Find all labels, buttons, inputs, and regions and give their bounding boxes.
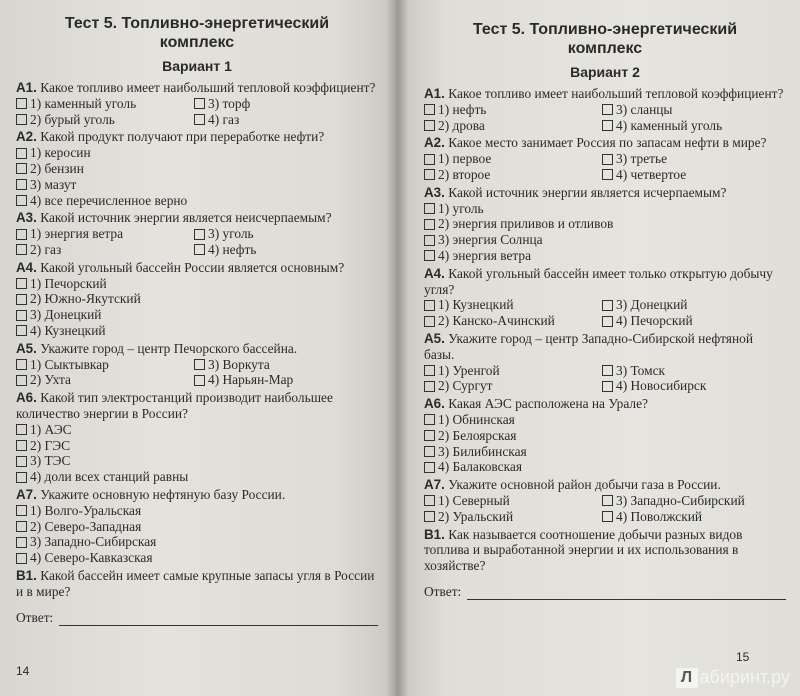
- question-number: А4.: [16, 259, 37, 275]
- question-number: А6.: [424, 396, 445, 412]
- option-label: 2) бензин: [30, 160, 84, 176]
- question: [16, 80, 378, 96]
- checkbox[interactable]: [602, 495, 613, 506]
- answer-option[interactable]: [16, 145, 378, 161]
- answer-option[interactable]: [16, 534, 378, 550]
- checkbox[interactable]: [16, 98, 27, 109]
- checkbox[interactable]: [194, 244, 205, 255]
- question-text: Укажите город – центр Печорского бассейна.: [40, 340, 298, 356]
- answer-option[interactable]: [16, 519, 378, 535]
- answer-option[interactable]: [16, 503, 378, 519]
- checkbox[interactable]: [424, 316, 435, 327]
- answer-option[interactable]: [16, 357, 194, 373]
- option-label: 4) Северо-Кавказская: [30, 550, 153, 566]
- answer-option[interactable]: [424, 167, 602, 183]
- checkbox[interactable]: [424, 511, 435, 522]
- option-label: 4) Кузнецкий: [30, 322, 106, 338]
- checkbox[interactable]: [16, 472, 27, 483]
- question-text: Какое место занимает Россия по запасам нефти в мире?: [448, 135, 767, 151]
- question-number: В1.: [16, 567, 37, 583]
- checkbox[interactable]: [16, 521, 27, 532]
- answer-option[interactable]: [602, 118, 786, 134]
- answer-option[interactable]: [424, 151, 602, 167]
- question-text: Какой тип электростанций производит наибольшее количество энергии в России?: [16, 390, 333, 421]
- answer-option[interactable]: [602, 363, 786, 379]
- question: [424, 135, 786, 151]
- answer-option[interactable]: [16, 372, 194, 388]
- checkbox[interactable]: [16, 179, 27, 190]
- option-label: 2) Уральский: [438, 508, 514, 524]
- right-page: [396, 0, 800, 696]
- answer-option[interactable]: [424, 248, 786, 264]
- question-text: Какой источник энергии является исчерпаемым?: [448, 184, 727, 200]
- options-list: [16, 145, 378, 208]
- answer-option[interactable]: [16, 161, 378, 177]
- checkbox[interactable]: [424, 495, 435, 506]
- checkbox[interactable]: [424, 203, 435, 214]
- question-text: Какой угольный бассейн имеет только открытую добычу угля?: [424, 265, 773, 297]
- checkbox[interactable]: [16, 375, 27, 386]
- options-list: [424, 201, 786, 264]
- answer-option[interactable]: [424, 444, 786, 460]
- question-number: А4.: [424, 265, 445, 281]
- option-label: 2) Канско-Ачинский: [438, 313, 555, 329]
- question-number: А5.: [424, 330, 445, 346]
- checkbox[interactable]: [16, 229, 27, 240]
- options-list: [16, 357, 378, 389]
- option-label: 3) Билибинская: [438, 443, 527, 459]
- option-label: 4) каменный уголь: [616, 117, 723, 133]
- question: [424, 86, 786, 102]
- answer-label: Ответ:: [424, 583, 462, 599]
- checkbox[interactable]: [424, 235, 435, 246]
- answer-option[interactable]: [194, 112, 378, 128]
- option-label: 3) торф: [208, 95, 251, 111]
- variant-heading: Вариант 2: [570, 64, 640, 80]
- checkbox[interactable]: [424, 169, 435, 180]
- answer-option[interactable]: [602, 167, 786, 183]
- option-label: 4) газ: [208, 111, 240, 127]
- option-label: 3) мазут: [30, 176, 77, 192]
- option-label: 4) нефть: [208, 241, 257, 257]
- option-label: 3) Донецкий: [30, 307, 102, 323]
- options-list: [424, 102, 786, 134]
- answer-option[interactable]: [16, 226, 194, 242]
- answer-option[interactable]: [424, 378, 602, 394]
- answer-option[interactable]: [602, 313, 786, 329]
- answer-option[interactable]: [424, 201, 786, 217]
- options-list: [16, 422, 378, 485]
- checkbox[interactable]: [16, 114, 27, 125]
- answer-option[interactable]: [602, 297, 786, 313]
- answer-option[interactable]: [602, 102, 786, 118]
- option-label: 4) четвертое: [616, 166, 687, 182]
- option-label: 1) Обнинская: [438, 411, 515, 427]
- checkbox[interactable]: [16, 148, 27, 159]
- option-label: 1) первое: [438, 151, 492, 167]
- book-gutter: [386, 0, 408, 696]
- answer-line[interactable]: [467, 588, 786, 600]
- variant-heading: Вариант 1: [162, 58, 232, 74]
- page-title: Тест 5. Топливно-энергетический комплекс: [64, 15, 330, 51]
- answer-option[interactable]: [16, 323, 378, 339]
- checkbox[interactable]: [16, 424, 27, 435]
- answer-option[interactable]: [16, 242, 194, 258]
- option-label: 4) энергия ветра: [438, 247, 532, 263]
- option-label: 3) энергия Солнца: [438, 232, 543, 248]
- question-text: Укажите основной район добычи газа в России.: [448, 477, 721, 493]
- answer-option[interactable]: [424, 509, 602, 525]
- option-label: 3) Донецкий: [616, 297, 688, 313]
- checkbox[interactable]: [16, 553, 27, 564]
- question: [424, 527, 786, 574]
- question-number: А7.: [424, 477, 445, 493]
- question-text: Какой угольный бассейн России является основным?: [40, 259, 345, 275]
- answer-option[interactable]: [424, 493, 602, 509]
- option-label: 4) Поволжский: [616, 508, 703, 524]
- option-label: 1) энергия ветра: [30, 226, 124, 242]
- option-label: 1) Сыктывкар: [30, 356, 109, 372]
- answer-row: [424, 584, 786, 600]
- checkbox[interactable]: [424, 154, 435, 165]
- option-label: 2) Сургут: [438, 378, 493, 394]
- checkbox[interactable]: [16, 278, 27, 289]
- option-label: 1) Печорский: [30, 275, 107, 291]
- checkbox[interactable]: [16, 456, 27, 467]
- answer-option[interactable]: [16, 177, 378, 193]
- checkbox[interactable]: [16, 195, 27, 206]
- question-text: Какой продукт получают при переработке нефти?: [40, 129, 325, 145]
- checkbox[interactable]: [602, 300, 613, 311]
- checkbox[interactable]: [424, 219, 435, 230]
- option-label: 3) уголь: [208, 226, 254, 242]
- page-title: Тест 5. Топливно-энергетический комплекс: [472, 21, 738, 57]
- answer-option[interactable]: [424, 363, 602, 379]
- question-number: А3.: [16, 210, 37, 226]
- answer-option[interactable]: [602, 509, 786, 525]
- question: [424, 331, 786, 363]
- checkbox[interactable]: [602, 381, 613, 392]
- answer-row: [16, 610, 378, 626]
- answer-option[interactable]: [424, 216, 786, 232]
- checkbox[interactable]: [424, 462, 435, 473]
- question-text: Укажите город – центр Западно-Сибирской нефтяной базы.: [424, 330, 753, 362]
- option-label: 1) Северный: [438, 492, 510, 508]
- question-text: Какая АЭС расположена на Урале?: [448, 396, 648, 412]
- question-text: Какое топливо имеет наибольший тепловой коэффициент?: [40, 80, 376, 95]
- question-text: Какой бассейн имеет самые крупные запасы угля в России и в мире?: [16, 567, 375, 599]
- answer-line[interactable]: [59, 614, 378, 626]
- answer-option[interactable]: [16, 276, 378, 292]
- checkbox[interactable]: [602, 154, 613, 165]
- option-label: 3) третье: [616, 151, 668, 167]
- answer-option[interactable]: [194, 242, 378, 258]
- option-label: 2) ГЭС: [30, 437, 71, 453]
- checkbox[interactable]: [16, 359, 27, 370]
- question: [424, 266, 786, 298]
- option-label: 2) бурый уголь: [30, 111, 115, 127]
- checkbox[interactable]: [16, 537, 27, 548]
- checkbox[interactable]: [194, 98, 205, 109]
- option-label: 2) дрова: [438, 117, 485, 133]
- option-label: 3) Западно-Сибирская: [30, 534, 157, 550]
- answer-option[interactable]: [16, 307, 378, 323]
- checkbox[interactable]: [424, 365, 435, 376]
- checkbox[interactable]: [16, 440, 27, 451]
- options-list: [424, 412, 786, 475]
- checkbox[interactable]: [16, 294, 27, 305]
- checkbox[interactable]: [16, 163, 27, 174]
- question: [16, 341, 378, 357]
- checkbox[interactable]: [602, 120, 613, 131]
- option-label: 1) уголь: [438, 200, 484, 216]
- checkbox[interactable]: [194, 359, 205, 370]
- answer-option[interactable]: [602, 151, 786, 167]
- option-label: 2) Белоярская: [438, 427, 517, 443]
- checkbox[interactable]: [424, 414, 435, 425]
- question-number: А3.: [424, 184, 445, 200]
- left-page: [0, 0, 396, 696]
- answer-option[interactable]: [602, 493, 786, 509]
- answer-option[interactable]: [194, 357, 378, 373]
- option-label: 1) АЭС: [30, 421, 72, 437]
- option-label: 1) нефть: [438, 101, 487, 117]
- option-label: 1) керосин: [30, 145, 91, 161]
- question: [16, 210, 378, 226]
- option-label: 2) энергия приливов и отливов: [438, 216, 614, 232]
- answer-option[interactable]: [16, 550, 378, 566]
- options-list: [16, 96, 378, 128]
- checkbox[interactable]: [16, 310, 27, 321]
- options-list: [16, 226, 378, 258]
- answer-option[interactable]: [16, 193, 378, 209]
- answer-option[interactable]: [424, 118, 602, 134]
- question-text: Укажите основную нефтяную базу России.: [40, 486, 286, 502]
- answer-option[interactable]: [16, 469, 378, 485]
- answer-option[interactable]: [16, 422, 378, 438]
- page-number: 14: [16, 664, 30, 678]
- option-label: 2) газ: [30, 241, 62, 257]
- option-label: 3) Западно-Сибирский: [616, 492, 745, 508]
- question-text: Как называется соотношение добычи разных видов топлива и выработанной энергии и их использования в хозяйстве?: [424, 526, 743, 574]
- checkbox[interactable]: [424, 250, 435, 261]
- question-number: А5.: [16, 340, 37, 356]
- options-list: [424, 493, 786, 525]
- option-label: 3) Томск: [616, 362, 666, 378]
- option-label: 3) ТЭС: [30, 453, 71, 469]
- question: [16, 260, 378, 276]
- option-label: 3) сланцы: [616, 101, 673, 117]
- answer-option[interactable]: [194, 372, 378, 388]
- question: [16, 568, 378, 600]
- checkbox[interactable]: [424, 104, 435, 115]
- option-label: 4) Печорский: [616, 313, 693, 329]
- answer-option[interactable]: [602, 378, 786, 394]
- checkbox[interactable]: [602, 316, 613, 327]
- option-label: 1) Кузнецкий: [438, 297, 514, 313]
- answer-option[interactable]: [424, 313, 602, 329]
- question: [424, 396, 786, 412]
- answer-option[interactable]: [424, 297, 602, 313]
- question-list: [424, 86, 786, 574]
- answer-option[interactable]: [16, 96, 194, 112]
- option-label: 2) второе: [438, 166, 491, 182]
- answer-option[interactable]: [424, 428, 786, 444]
- answer-option[interactable]: [16, 438, 378, 454]
- watermark-mark: Л: [676, 668, 698, 688]
- question-number: А7.: [16, 486, 37, 502]
- checkbox[interactable]: [424, 381, 435, 392]
- answer-option[interactable]: [16, 112, 194, 128]
- checkbox[interactable]: [194, 229, 205, 240]
- checkbox[interactable]: [424, 430, 435, 441]
- question-list: [16, 80, 378, 600]
- option-label: 2) Южно-Якутский: [30, 291, 141, 307]
- options-list: [424, 297, 786, 329]
- page-number: 15: [736, 650, 750, 664]
- checkbox[interactable]: [16, 505, 27, 516]
- option-label: 2) Ухта: [30, 372, 71, 388]
- question-number: А6.: [16, 390, 37, 406]
- answer-option[interactable]: [194, 96, 378, 112]
- answer-option[interactable]: [424, 232, 786, 248]
- checkbox[interactable]: [602, 365, 613, 376]
- option-label: 4) Новосибирск: [616, 378, 707, 394]
- checkbox[interactable]: [194, 375, 205, 386]
- answer-option[interactable]: [16, 453, 378, 469]
- question-number: А1.: [16, 80, 37, 95]
- question-text: Какой источник энергии является неисчерпаемым?: [40, 210, 332, 226]
- option-label: 4) доли всех станций равны: [30, 469, 189, 485]
- watermark-logo: [676, 667, 790, 688]
- checkbox[interactable]: [602, 104, 613, 115]
- checkbox[interactable]: [602, 511, 613, 522]
- question-number: А1.: [424, 86, 445, 101]
- option-label: 4) Нарьян-Мар: [208, 372, 294, 388]
- question-number: А2.: [424, 135, 445, 151]
- question-number: А2.: [16, 129, 37, 145]
- question: [424, 185, 786, 201]
- question-text: Какое топливо имеет наибольший тепловой коэффициент?: [448, 86, 784, 101]
- answer-option[interactable]: [16, 291, 378, 307]
- option-label: 4) все перечисленное верно: [30, 192, 188, 208]
- checkbox[interactable]: [194, 114, 205, 125]
- question: [16, 487, 378, 503]
- checkbox[interactable]: [424, 120, 435, 131]
- option-label: 1) Волго-Уральская: [30, 502, 142, 518]
- question: [424, 477, 786, 493]
- checkbox[interactable]: [424, 300, 435, 311]
- answer-option[interactable]: [194, 226, 378, 242]
- option-label: 3) Воркута: [208, 356, 270, 372]
- question: [16, 390, 378, 422]
- answer-option[interactable]: [424, 459, 786, 475]
- checkbox[interactable]: [16, 244, 27, 255]
- checkbox[interactable]: [602, 169, 613, 180]
- option-label: 1) Уренгой: [438, 362, 500, 378]
- question: [16, 129, 378, 145]
- option-label: 2) Северо-Западная: [30, 518, 142, 534]
- watermark-text: абиринт.ру: [699, 667, 790, 687]
- answer-option[interactable]: [424, 412, 786, 428]
- options-list: [16, 503, 378, 566]
- checkbox[interactable]: [16, 325, 27, 336]
- option-label: 4) Балаковская: [438, 459, 522, 475]
- checkbox[interactable]: [424, 446, 435, 457]
- answer-option[interactable]: [424, 102, 602, 118]
- options-list: [424, 151, 786, 183]
- options-list: [424, 363, 786, 395]
- option-label: 1) каменный уголь: [30, 95, 137, 111]
- options-list: [16, 276, 378, 339]
- answer-label: Ответ:: [16, 609, 54, 625]
- question-number: В1.: [424, 526, 445, 542]
